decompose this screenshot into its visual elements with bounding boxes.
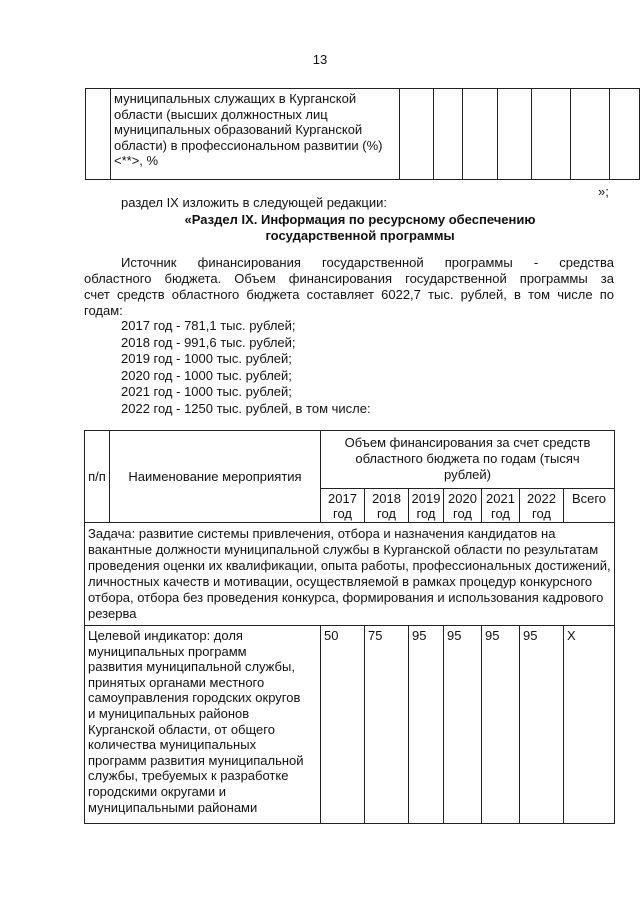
paragraph-line: годам: bbox=[84, 303, 123, 318]
year-item: 2022 год - 1250 тыс. рублей, в том числе: bbox=[121, 400, 371, 416]
year-header: 2021 год bbox=[482, 489, 520, 523]
year-header: 2022 год bbox=[520, 489, 564, 523]
total-header: Всего bbox=[564, 489, 615, 523]
year-item: 2017 год - 781,1 тыс. рублей; bbox=[121, 318, 296, 333]
indicator-line: городскими округами и bbox=[88, 783, 226, 799]
top-table-fragment bbox=[85, 88, 640, 180]
indicator-cell bbox=[85, 626, 321, 824]
paragraph-line: счет средств областного бюджета составляет 6022,7 тыс. рублей, в том числе по bbox=[84, 287, 614, 302]
section-title-line2: государственной программы bbox=[265, 228, 455, 243]
text-line: области (высших должностных лиц bbox=[114, 106, 328, 122]
year-item: 2020 год - 1000 тыс. рублей; bbox=[121, 367, 292, 383]
top-table-text-cell bbox=[111, 89, 400, 180]
year-header: 2019 год bbox=[409, 489, 444, 523]
indicator-line: принятых органами местного bbox=[88, 674, 265, 690]
text-line: муниципальных служащих в Курганской bbox=[114, 91, 357, 106]
page-number: 13 bbox=[312, 52, 328, 67]
indicator-line: количества муниципальных bbox=[88, 737, 257, 753]
indicator-value: 95 bbox=[482, 626, 520, 824]
indicator-total: X bbox=[564, 626, 615, 824]
indicator-line: Целевой индикатор: доля bbox=[88, 628, 243, 643]
header-group: Объем финансирования за счет средств областного бюджета по годам (тысяч рублей) bbox=[321, 431, 615, 489]
year-header: 2018 год bbox=[365, 489, 409, 523]
year-item: 2019 год - 1000 тыс. рублей; bbox=[121, 351, 292, 366]
indicator-line: муниципальных программ bbox=[88, 643, 247, 659]
indicator-line: самоуправления городских округов bbox=[88, 690, 301, 706]
indicator-line: развития муниципальной службы, bbox=[88, 659, 295, 675]
indicator-line: программ развития муниципальной bbox=[88, 752, 304, 768]
year-item: 2021 год - 1000 тыс. рублей; bbox=[121, 384, 292, 399]
indicator-value: 95 bbox=[520, 626, 564, 824]
indicator-line: и муниципальных районов bbox=[88, 705, 250, 721]
indicator-line: службы, требуемых к разработке bbox=[88, 768, 289, 784]
text-line: области) в профессиональном развитии (%) bbox=[114, 137, 383, 153]
section-title: «Раздел IX. Информация по ресурсному обеспечению bbox=[184, 212, 536, 227]
indicator-line: муниципальными районами bbox=[88, 799, 258, 815]
text-line: <**>, % bbox=[114, 153, 159, 168]
paragraph-line: Источник финансирования государственной программы - средства bbox=[121, 255, 614, 270]
paragraph-line: областного бюджета. Объем финансирования государственной программы за bbox=[84, 271, 614, 286]
indicator-line: Курганской области, от общего bbox=[88, 721, 275, 737]
body-paragraph bbox=[84, 255, 614, 319]
indicator-value: 95 bbox=[409, 626, 444, 824]
header-name: Наименование мероприятия bbox=[110, 431, 321, 523]
closing-quote: »; bbox=[598, 184, 609, 199]
indicator-value: 95 bbox=[444, 626, 482, 824]
year-header: 2017 год bbox=[321, 489, 365, 523]
financing-table bbox=[84, 430, 615, 824]
year-item: 2018 год - 991,6 тыс. рублей; bbox=[121, 334, 296, 350]
year-header: 2020 год bbox=[444, 489, 482, 523]
text-line: муниципальных образований Курганской bbox=[114, 122, 363, 137]
instruction-text: раздел IX изложить в следующей редакции: bbox=[121, 195, 387, 210]
year-list bbox=[121, 318, 371, 417]
header-num: п/п bbox=[85, 431, 110, 523]
indicator-value: 75 bbox=[365, 626, 409, 824]
task-row: Задача: развитие системы привлечения, отбора и назначения кандидатов на вакантные должности муниципальной службы в Курганской области по результатам проведения оценки их квалификации, опыта работы, профессиональных достижений, личностных качеств и мотивации, осуществляемой в рамках процедур конкурсного отбора, отбора без проведения конкурса, формирования и использования кадрового резерва bbox=[85, 523, 615, 626]
indicator-value: 50 bbox=[321, 626, 365, 824]
